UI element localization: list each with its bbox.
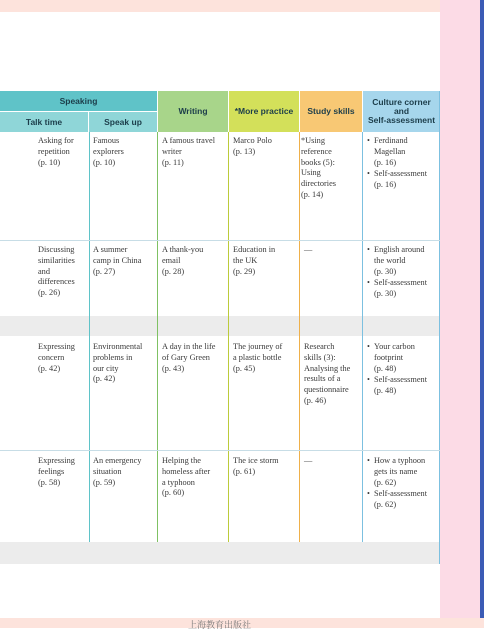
row-divider xyxy=(0,450,440,451)
bullet: • xyxy=(367,342,370,351)
row3-more-practice: The journey of a plastic bottle (p. 45) xyxy=(233,342,283,373)
publisher-footer: 上海教育出版社 xyxy=(188,620,252,630)
row4-speak-up: An emergency situation (p. 59) xyxy=(93,456,142,487)
row1-writing: A famous travel writer (p. 11) xyxy=(162,136,215,167)
header-more-practice: *More practice xyxy=(228,91,299,132)
row3-talk-time: Expressing concern (p. 42) xyxy=(38,342,75,373)
row2-speak-up: A summer camp in China (p. 27) xyxy=(93,245,142,276)
header-speaking: Speaking xyxy=(0,91,157,111)
bullet: • xyxy=(367,136,370,145)
row2-talk-time: Discussing similarities and differences (p. 26) xyxy=(38,245,75,298)
culture-text: Self-assessment (p. 30) xyxy=(374,278,427,298)
row2-writing: A thank-you email (p. 28) xyxy=(162,245,204,276)
column-divider xyxy=(362,132,363,542)
culture-text: How a typhoon gets its name (p. 62) xyxy=(374,456,426,487)
bullet: • xyxy=(367,169,370,178)
column-divider xyxy=(89,132,90,542)
row3-study-skills: Research skills (3): Analysing the results of a questionnaire (p. 46) xyxy=(304,342,351,405)
row4-more-practice: The ice storm (p. 61) xyxy=(233,456,279,476)
row1-study-skills: *Using reference books (5): Using directories (p. 14) xyxy=(301,136,337,199)
header-study-skills: Study skills xyxy=(299,91,362,132)
row1-talk-time: Asking for repetition (p. 10) xyxy=(38,136,74,167)
row4-talk-time: Expressing feelings (p. 58) xyxy=(38,456,75,487)
row4-writing: Helping the homeless after a typhoon (p. 60) xyxy=(162,456,211,498)
bullet: • xyxy=(367,245,370,254)
unit-divider-band xyxy=(0,542,440,564)
column-divider xyxy=(157,132,158,542)
header-culture-corner xyxy=(362,91,440,132)
bullet: • xyxy=(367,278,370,287)
unit-divider-band xyxy=(0,316,440,336)
row3-writing: A day in the life of Gary Green (p. 43) xyxy=(162,342,216,373)
culture-text: Your carbon footprint (p. 48) xyxy=(374,342,415,373)
culture-text: Ferdinand Magellan (p. 16) xyxy=(374,136,408,167)
header-culture-label: Culture corner and Self-assessment xyxy=(367,97,436,125)
culture-text: Self-assessment (p. 16) xyxy=(374,169,427,189)
top-page-band xyxy=(0,0,484,12)
column-divider xyxy=(228,132,229,542)
culture-text: Self-assessment (p. 48) xyxy=(374,375,427,395)
bullet: • xyxy=(367,489,370,498)
column-divider xyxy=(299,132,300,542)
row1-speak-up: Famous explorers (p. 10) xyxy=(93,136,124,167)
book-edge xyxy=(480,0,484,628)
row2-study-skills: — xyxy=(304,245,313,254)
header-writing: Writing xyxy=(157,91,228,132)
culture-text: Self-assessment (p. 62) xyxy=(374,489,427,509)
bullet: • xyxy=(367,456,370,465)
bullet: • xyxy=(367,375,370,384)
culture-text: English around the world (p. 30) xyxy=(374,245,425,276)
header-speak-up: Speak up xyxy=(89,111,157,132)
row2-more-practice: Education in the UK (p. 29) xyxy=(233,245,276,276)
row1-more-practice: Marco Polo (p. 13) xyxy=(233,136,272,156)
right-page-band xyxy=(440,0,480,628)
row4-study-skills: — xyxy=(304,456,313,465)
header-talk-time: Talk time xyxy=(0,111,89,132)
row-divider xyxy=(0,240,440,241)
row3-speak-up: Environmental problems in our city (p. 42) xyxy=(93,342,143,384)
